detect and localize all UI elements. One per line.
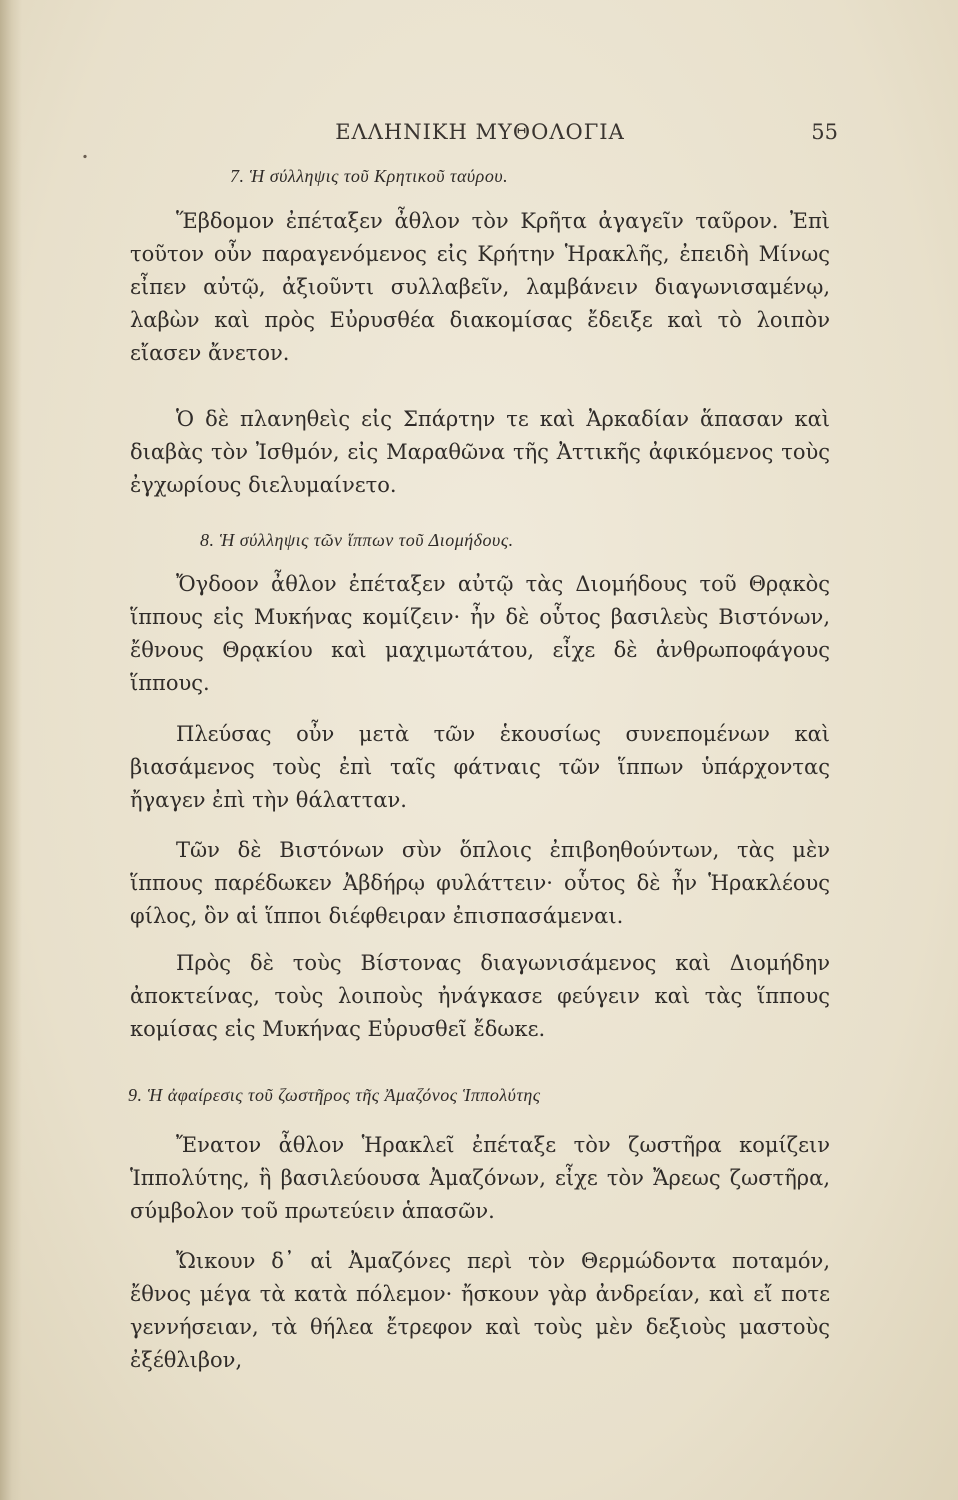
paragraph: Ὁ δὲ πλανηθεὶς εἰς Σπάρτην τε καὶ Ἀρκαδίαν ἅπασαν καὶ διαβὰς τὸν Ἰσθμόν, εἰς Μαραθῶνα τῆς Ἀττικῆς ἀφικόμενος τοὺς ἐγχωρίους διελυμαίνετο. <box>130 407 830 497</box>
section-title: 8. Ἡ σύλληψις τῶν ἵππων τοῦ Διομήδους. <box>200 530 514 550</box>
section-title: 7. Ἡ σύλληψις τοῦ Κρητικοῦ ταύρου. <box>230 166 509 186</box>
paragraph: Πλεύσας οὖν μετὰ τῶν ἑκουσίως συνεπομένων καὶ βιασάμενος τοὺς ἐπὶ ταῖς φάτναις τῶν ἵππων ὑπάρχοντας ἤγαγεν ἐπὶ τὴν θάλατταν. <box>130 722 830 812</box>
stray-ink-mark: • <box>79 149 90 166</box>
paragraph: Ὄγδοον ἆθλον ἐπέταξεν αὐτῷ τὰς Διομήδους τοῦ Θρᾳκὸς ἵππους εἰς Μυκήνας κομίζειν· ἦν δὲ οὗτος βασιλεὺς Βιστόνων, ἔθνους Θρᾳκίου καὶ μαχιμωτάτου, εἶχε δὲ ἀνθρωποφάγους ἵππους. <box>130 572 830 695</box>
page-number: 55 <box>811 120 838 144</box>
section-title: 9. Ἡ ἀφαίρεσις τοῦ ζωστῆρος τῆς Ἀμαζόνος Ἱππολύτης <box>128 1085 541 1105</box>
page-gutter-shadow <box>0 0 22 1500</box>
running-header <box>130 120 838 150</box>
paragraph: Ἕβδομον ἐπέταξεν ἆθλον τὸν Κρῆτα ἀγαγεῖν ταῦρον. Ἐπὶ τοῦτον οὖν παραγενόμενος εἰς Κρήτην Ἡρακλῆς, ἐπειδὴ Μίνως εἶπεν αὐτῷ, ἀξιοῦντι συλλαβεῖν, λαμβάνειν διαγωνισαμένῳ, λαβὼν καὶ πρὸς Εὐρυσθέα διακομίσας ἔδειξε καὶ τὸ λοιπὸν εἴασεν ἄνετον. <box>130 209 830 365</box>
paragraph: Ἔνατον ἆθλον Ἡρακλεῖ ἐπέταξε τὸν ζωστῆρα κομίζειν Ἱππολύτης, ἣ βασιλεύουσα Ἀμαζόνων, εἶχε τὸν Ἄρεως ζωστῆρα, σύμβολον τοῦ πρωτεύειν ἁπασῶν. <box>130 1133 830 1223</box>
paragraph: Ὤικουν δ᾿ αἱ Ἀμαζόνες περὶ τὸν Θερμώδοντα ποταμόν, ἔθνος μέγα τὰ κατὰ πόλεμον· ἤσκουν γὰρ ἀνδρείαν, καὶ εἴ ποτε γεννήσειαν, τὰ θήλεα ἔτρεφον καὶ τοὺς μὲν δεξιοὺς μαστοὺς ἐξέθλιβον, <box>130 1249 830 1372</box>
running-title: ΕΛΛΗΝΙΚΗ ΜΥΘΟΛΟΓΙΑ <box>335 120 625 144</box>
paragraph: Πρὸς δὲ τοὺς Βίστονας διαγωνισάμενος καὶ Διομήδην ἀποκτείνας, τοὺς λοιποὺς ἠνάγκασε φεύγειν καὶ τὰς ἵππους κομίσας εἰς Μυκήνας Εὐρυσθεῖ ἔδωκε. <box>130 951 830 1041</box>
paragraph: Τῶν δὲ Βιστόνων σὺν ὅπλοις ἐπιβοηθούντων, τὰς μὲν ἵππους παρέδωκεν Ἀβδήρῳ φυλάττειν· οὗτος δὲ ἦν Ἡρακλέους φίλος, ὃν αἱ ἵπποι διέφθειραν ἐπισπασάμεναι. <box>130 838 830 928</box>
